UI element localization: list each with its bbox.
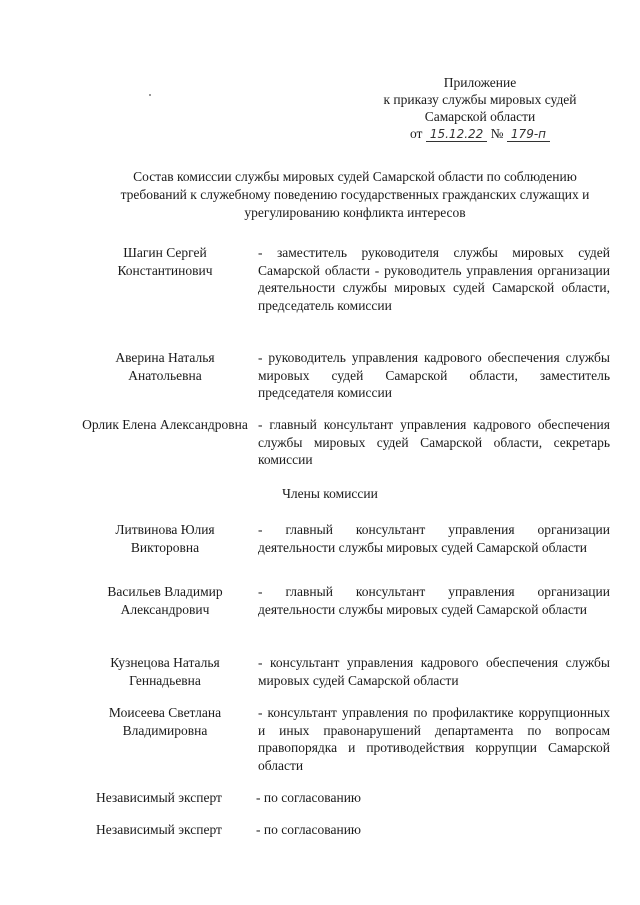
- appendix-header: [350, 74, 610, 143]
- member-row: [80, 416, 610, 469]
- members-heading: Члены комиссии: [282, 486, 378, 501]
- member-name: Васильев Владимир Александрович: [107, 584, 223, 617]
- order-number: 179-п: [507, 127, 550, 142]
- appendix-title: Приложение: [443, 75, 517, 90]
- from-label: от: [409, 126, 423, 141]
- expert-row: [96, 822, 361, 838]
- member-row: [80, 244, 610, 314]
- member-name: Орлик Елена Александровна: [82, 417, 248, 432]
- member-role: - консультант управления по профилактике коррупционных и иных правонарушений департамента по вопросам правопорядка и противодействия коррупции Самарской области: [258, 705, 610, 773]
- member-row: [80, 521, 610, 557]
- expert-row: [96, 790, 361, 806]
- member-name: Шагин Сергей Константинович: [117, 245, 213, 278]
- order-date: 15.12.22: [426, 127, 487, 142]
- member-row: [80, 349, 610, 402]
- expert-label: Независимый эксперт: [96, 822, 222, 837]
- expert-value: - по согласованию: [256, 790, 362, 805]
- member-role: - главный консультант управления организации деятельности службы мировых судей Самарской области: [258, 584, 610, 617]
- document-title: Состав комиссии службы мировых судей Самарской области по соблюдению требований к служебному поведению государственных гражданских служащих и урегулированию конфликта интересов: [120, 169, 590, 220]
- member-role: - заместитель руководителя службы мировых судей Самарской области - руководитель управления организации деятельности службы мировых судей Самарской области, председатель комиссии: [258, 245, 610, 313]
- scan-speck: [149, 94, 151, 96]
- member-row: [80, 704, 610, 774]
- appendix-region: Самарской области: [424, 109, 536, 124]
- member-name: Кузнецова Наталья Геннадьевна: [110, 655, 220, 688]
- member-name: Аверина Наталья Анатольевна: [115, 350, 215, 383]
- member-role: - консультант управления кадрового обеспечения службы мировых судей Самарской области: [258, 655, 610, 688]
- member-name: Моисеева Светлана Владимировна: [108, 705, 222, 738]
- expert-label: Независимый эксперт: [96, 790, 222, 805]
- number-label: №: [490, 126, 504, 141]
- member-role: - главный консультант управления организации деятельности службы мировых судей Самарской области: [258, 522, 610, 555]
- appendix-date-number: [350, 125, 610, 143]
- appendix-order-ref: к приказу службы мировых судей: [383, 92, 577, 107]
- member-role: - главный консультант управления кадрового обеспечения службы мировых судей Самарской области, секретарь комиссии: [258, 417, 610, 467]
- member-row: [80, 654, 610, 690]
- member-row: [80, 583, 610, 619]
- member-role: - руководитель управления кадрового обеспечения службы мировых судей Самарской области, заместитель председателя комиссии: [258, 350, 610, 400]
- expert-value: - по согласованию: [256, 822, 362, 837]
- member-name: Литвинова Юлия Викторовна: [115, 522, 215, 555]
